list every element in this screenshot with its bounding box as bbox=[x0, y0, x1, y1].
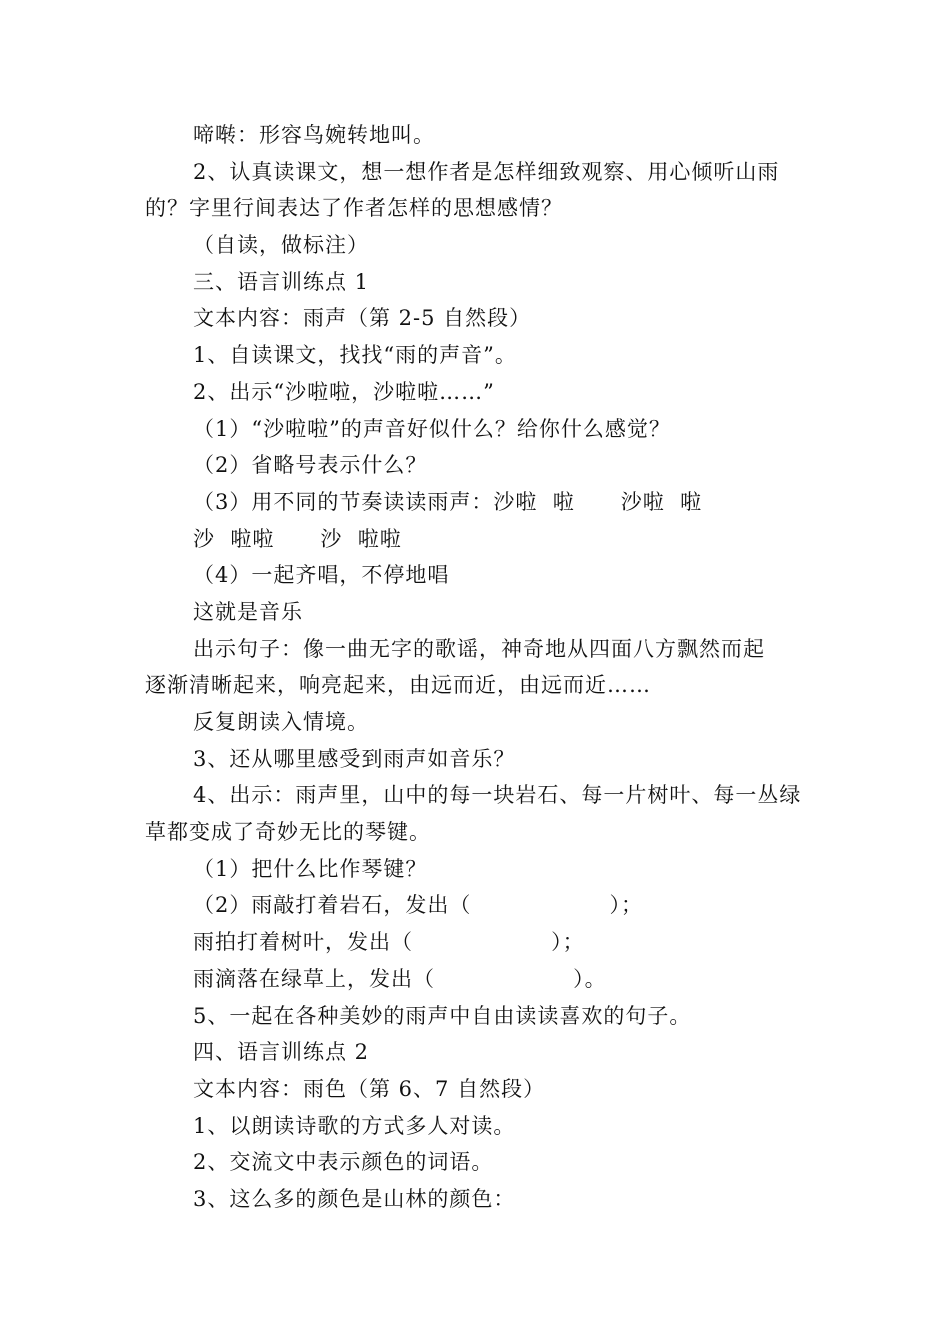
paragraph-line: 文本内容：雨声（第 2-5 自然段） bbox=[193, 306, 532, 331]
paragraph-line: （3）用不同的节奏读读雨声：沙啦 啦 沙啦 啦 bbox=[193, 489, 703, 514]
paragraph-line: 1、以朗读诗歌的方式多人对读。 bbox=[193, 1113, 516, 1138]
paragraph-line: 沙 啦啦 沙 啦啦 bbox=[193, 526, 402, 551]
document-body bbox=[145, 117, 810, 1218]
paragraph-line: 文本内容：雨色（第 6、7 自然段） bbox=[193, 1076, 546, 1101]
paragraph-line: （4）一起齐唱，不停地唱 bbox=[193, 563, 450, 588]
paragraph-line: 3、还从哪里感受到雨声如音乐？ bbox=[193, 746, 516, 771]
paragraph-line: 反复朗读入情境。 bbox=[193, 710, 369, 734]
paragraph-line: （2）雨敲打着岩石，发出（ ）； bbox=[193, 893, 644, 918]
paragraph-line: 啼啭：形容鸟婉转地叫。 bbox=[193, 123, 435, 147]
paragraph-line: 雨拍打着树叶，发出（ ）； bbox=[193, 930, 585, 955]
paragraph-line: 逐渐清晰起来，响亮起来，由远而近，由远而近…… bbox=[145, 673, 651, 698]
section-heading: 三、语言训练点 1 bbox=[193, 269, 370, 294]
paragraph-line: 2、认真读课文，想一想作者是怎样细致观察、用心倾听山雨 bbox=[193, 159, 780, 184]
paragraph-line: （2）省略号表示什么？ bbox=[193, 453, 428, 478]
paragraph-line: 1、自读课文，找找“雨的声音”。 bbox=[193, 343, 517, 368]
paragraph-line: 草都变成了奇妙无比的琴键。 bbox=[145, 820, 431, 845]
paragraph-line: 5、一起在各种美妙的雨声中自由读读喜欢的句子。 bbox=[193, 1003, 692, 1028]
paragraph-line: 4、出示：雨声里，山中的每一块岩石、每一片树叶、每一丛绿 bbox=[193, 783, 802, 808]
paragraph-line: 雨滴落在绿草上，发出（ ）。 bbox=[193, 966, 607, 991]
paragraph-line: 3、这么多的颜色是山林的颜色： bbox=[193, 1186, 516, 1211]
paragraph-line: 的？字里行间表达了作者怎样的思想感情？ bbox=[145, 196, 563, 221]
paragraph-line: （1）“沙啦啦”的声音好似什么？给你什么感觉？ bbox=[193, 416, 671, 441]
paragraph-line: （自读，做标注） bbox=[193, 233, 369, 258]
paragraph-line: 出示句子：像一曲无字的歌谣，神奇地从四面八方飘然而起 bbox=[193, 636, 765, 661]
paragraph-line: 2、交流文中表示颜色的词语。 bbox=[193, 1150, 494, 1175]
paragraph-line: （1）把什么比作琴键？ bbox=[193, 856, 428, 881]
paragraph-line: 2、出示“沙啦啦，沙啦啦……” bbox=[193, 379, 495, 404]
section-heading: 四、语言训练点 2 bbox=[193, 1040, 370, 1065]
paragraph-line: 这就是音乐 bbox=[193, 599, 303, 624]
